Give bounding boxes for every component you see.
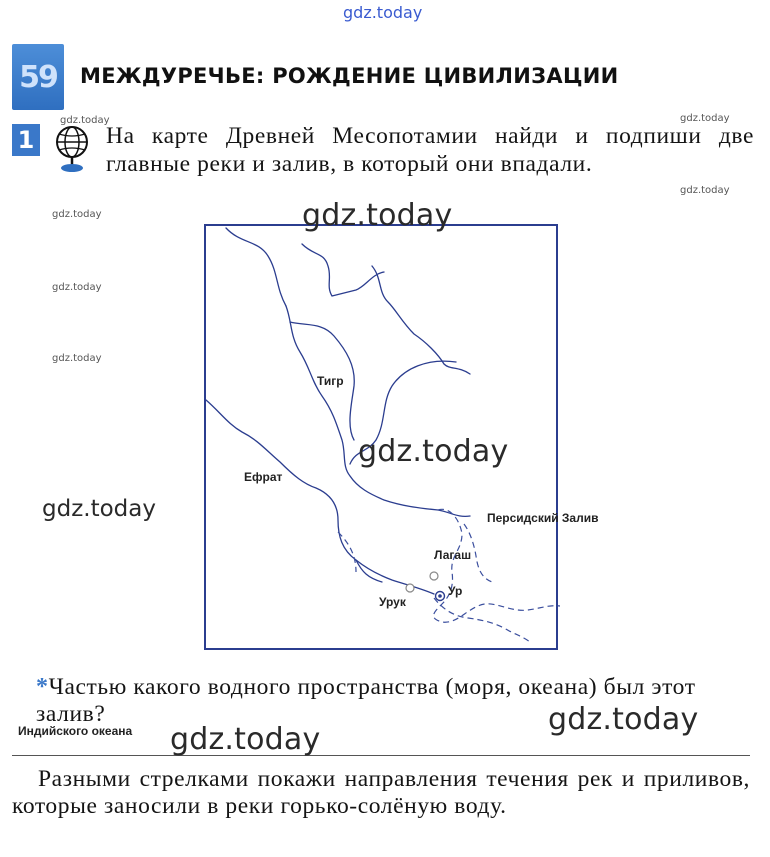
globe-icon — [48, 122, 96, 181]
answer-text: Индийского океана — [18, 724, 133, 738]
page-title: МЕЖДУРЕЧЬЕ: РОЖДЕНИЕ ЦИВИЛИЗАЦИИ — [80, 64, 619, 88]
label-lagash: Лагаш — [434, 548, 472, 562]
label-euphrates: Ефрат — [244, 470, 283, 484]
watermark-large: gdz.today — [302, 198, 453, 233]
river-tigris — [286, 306, 470, 516]
watermark-small: gdz.today — [680, 113, 730, 124]
watermark-large: gdz.today — [358, 434, 509, 469]
watermark-small: gdz.today — [680, 185, 730, 196]
label-persian-gulf: Персидский Залив — [487, 511, 599, 525]
watermark-small: gdz.today — [52, 282, 102, 293]
watermark-medium: gdz.today — [42, 496, 156, 522]
label-ur: Ур — [448, 584, 463, 598]
watermark-large: gdz.today — [170, 722, 321, 757]
task-instruction: На карте Древней Месопотамии найди и подпиши две главные реки и залив, в который они впадали. — [106, 123, 754, 177]
city-marker-lagash — [430, 572, 438, 580]
ancient-coastline — [434, 509, 560, 622]
river-euphrates — [206, 400, 434, 594]
watermark-small: gdz.today — [52, 353, 102, 364]
task-number: 1 — [12, 124, 40, 156]
watermark-small: gdz.today — [52, 209, 102, 220]
river-tributary — [302, 244, 384, 296]
city-marker-ur-dot — [438, 594, 442, 598]
watermark-top: gdz.today — [343, 3, 423, 22]
question-text: Частью какого водного пространства (моря, океана) был этот залив? — [36, 674, 696, 727]
page-number: 59 — [19, 59, 57, 95]
answer-line — [12, 755, 750, 756]
watermark-large: gdz.today — [548, 702, 699, 737]
page-number-badge — [12, 44, 64, 110]
watermark-small: gdz.today — [60, 115, 110, 126]
river-tigris-source — [226, 228, 286, 306]
river-tributary — [372, 266, 470, 374]
task-2-instruction: Разными стрелками покажи направления течения рек и приливов, которые заносили в реки горько-солёную воду. — [12, 766, 750, 819]
city-marker-uruk — [406, 584, 414, 592]
star-marker: * — [36, 674, 49, 700]
label-tigris: Тигр — [317, 374, 344, 388]
label-uruk: Урук — [379, 595, 406, 609]
